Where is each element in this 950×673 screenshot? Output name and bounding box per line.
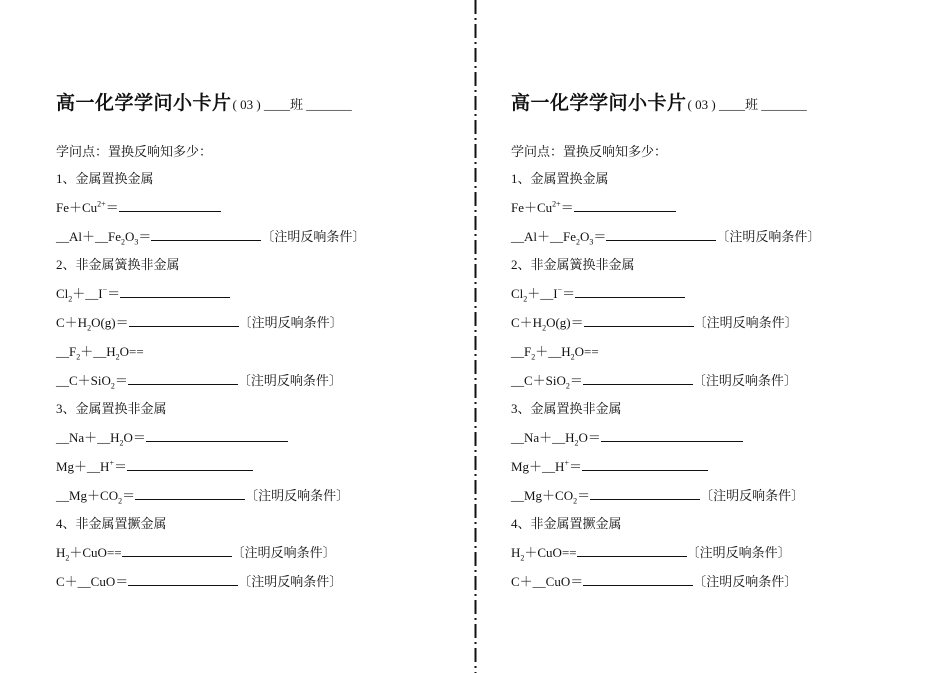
dash-dot-divider	[474, 0, 477, 673]
class-name-field: ____班 _______	[260, 97, 352, 112]
answer-blank	[128, 373, 238, 385]
reaction-line: $H_2+CuO==$ 〔注明反响条件〕	[511, 545, 791, 563]
answer-blank	[583, 373, 693, 385]
reaction-line: $Fe+Cu^{2+}=$	[56, 200, 221, 216]
reaction-line: $\_\_Al+\_\_Fe_2O_3=$ 〔注明反响条件〕	[511, 229, 821, 247]
section-heading: 1、金属置换金属	[511, 171, 609, 186]
section-heading: 2、非金属簧换非金属	[511, 257, 635, 272]
card-number: ( 03 )	[687, 97, 716, 112]
answer-blank	[135, 488, 245, 500]
answer-blank	[151, 229, 261, 241]
reaction-line: $\_\_F_2+\_\_H_2O==$	[56, 344, 144, 362]
answer-blank	[122, 545, 232, 557]
section-heading: 4、非金属置撅金属	[56, 516, 167, 531]
section-heading: 1、金属置换金属	[56, 171, 154, 186]
reaction-line: $\_\_Na+\_\_H_2O=$	[511, 430, 743, 446]
topic-heading: 学问点：置换反响知多少：	[56, 144, 213, 159]
reaction-line: $Cl_2+\_\_I^-=$	[511, 286, 685, 302]
reaction-line: C＋__CuO＝ 〔注明反响条件〕	[511, 574, 798, 589]
reaction-line: Mg＋__H+＝	[56, 459, 253, 475]
reaction-line: $\_\_Al+\_\_Fe_2O_3=$ 〔注明反响条件〕	[56, 229, 366, 247]
answer-blank	[575, 286, 685, 298]
card-title-row	[56, 88, 352, 115]
section-heading: 3、金属置换非金属	[56, 401, 167, 416]
reaction-line: $Fe+Cu^{2+}=$	[511, 200, 676, 216]
answer-blank	[129, 315, 239, 327]
answer-blank	[128, 574, 238, 586]
reaction-line: $C+H_2O(g)=$ 〔注明反响条件〕	[511, 315, 798, 333]
answer-blank	[577, 545, 687, 557]
answer-blank	[119, 200, 221, 212]
section-heading: 4、非金属置撅金属	[511, 516, 622, 531]
reaction-line: $Cl_2+\_\_I^-=$	[56, 286, 230, 302]
answer-blank	[146, 430, 288, 442]
answer-blank	[574, 200, 676, 212]
reaction-line: Mg＋__H+＝	[511, 459, 708, 475]
answer-blank	[606, 229, 716, 241]
section-heading: 3、金属置换非金属	[511, 401, 622, 416]
reaction-line: $C+H_2O(g)=$ 〔注明反响条件〕	[56, 315, 343, 333]
reaction-line: C＋__CuO＝ 〔注明反响条件〕	[56, 574, 343, 589]
reaction-line: __C＋SiO$_2$＝ 〔注明反响条件〕	[511, 373, 797, 391]
answer-blank	[584, 315, 694, 327]
card-number: ( 03 )	[232, 97, 261, 112]
reaction-line: __C＋SiO$_2$＝ 〔注明反响条件〕	[56, 373, 342, 391]
reaction-line: $H_2+CuO==$ 〔注明反响条件〕	[56, 545, 336, 563]
reaction-line: $\_\_Mg+CO_2=$ 〔注明反响条件〕	[511, 488, 805, 506]
knowledge-card-left	[56, 0, 456, 673]
knowledge-card-right	[511, 0, 911, 673]
answer-blank	[582, 459, 708, 471]
card-title: 高一化学学问小卡片	[511, 92, 687, 114]
answer-blank	[120, 286, 230, 298]
reaction-line: $\_\_Na+\_\_H_2O=$	[56, 430, 288, 446]
topic-heading: 学问点：置换反响知多少：	[511, 144, 668, 159]
card-title-row	[511, 88, 807, 115]
answer-blank	[127, 459, 253, 471]
answer-blank	[583, 574, 693, 586]
class-name-field: ____班 _______	[715, 97, 807, 112]
answer-blank	[601, 430, 743, 442]
reaction-line: $\_\_F_2+\_\_H_2O==$	[511, 344, 599, 362]
card-title: 高一化学学问小卡片	[56, 92, 232, 114]
answer-blank	[590, 488, 700, 500]
section-heading: 2、非金属簧换非金属	[56, 257, 180, 272]
reaction-line: $\_\_Mg+CO_2=$ 〔注明反响条件〕	[56, 488, 350, 506]
